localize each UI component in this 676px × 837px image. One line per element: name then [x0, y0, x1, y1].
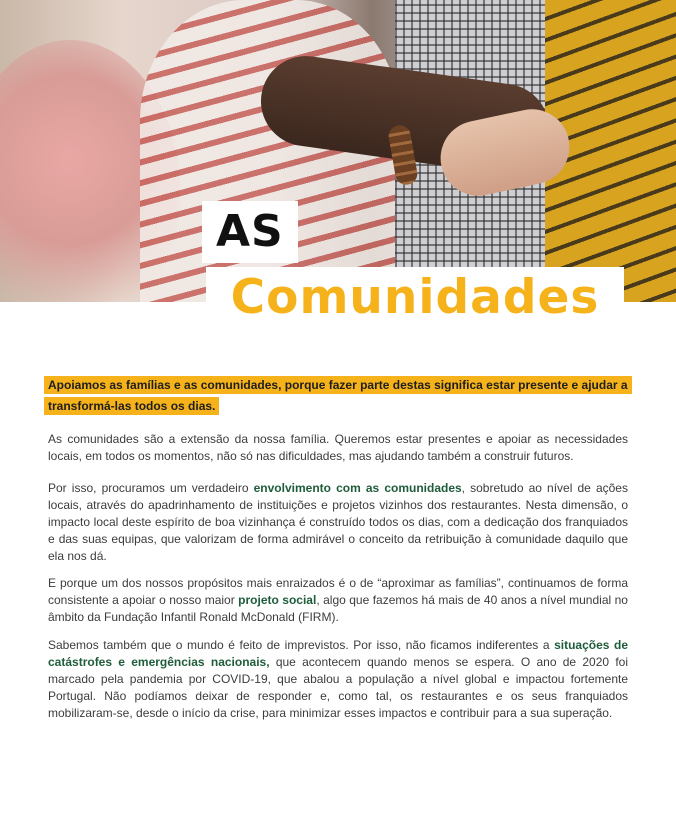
paragraph-4-text: Sabemos também que o mundo é feito de imprevistos. Por isso, não ficamos indiferentes a — [48, 638, 555, 652]
paragraph-4-text-cont: que acontecem quando menos se espera. O ano de 2020 foi marcado pela pandemia por COVID-19, que abalou a população a nível global e impactou fortemente Portugal. Não podíamos deixar de responder e, como tal, os restaurantes e os seus franquiados mobilizaram-se, desde o início da crise, para minimizar esses impactos e contribuir para a sua superação. — [48, 655, 628, 720]
title-line-2: Comunidades — [206, 267, 624, 329]
hero-photo — [0, 0, 676, 302]
paragraph-3-highlight: projeto social — [238, 593, 317, 607]
paragraph-4 — [48, 637, 628, 722]
paragraph-2 — [48, 480, 628, 565]
paragraph-3-text-cont: , algo que fazemos há mais de 40 anos a nível mundial no âmbito da Fundação Infantil Ronald McDonald (FIRM). — [48, 593, 628, 624]
paragraph-1: As comunidades são a extensão da nossa família. Queremos estar presentes e apoiar as necessidades locais, em todos os momentos, não só nas dificuldades, mas ajudando também a construir futuros. — [48, 432, 628, 463]
paragraph-2-highlight: envolvimento com as comunidades — [253, 481, 462, 495]
paragraph-4-highlight: situações de catástrofes e emergências nacionais, — [48, 638, 628, 669]
paragraph-2-text-cont: , sobretudo ao nível de ações locais, através do apadrinhamento de instituições e projetos vizinhos dos restaurantes. Nesta dimensão, o impacto local deste espírito de boa vizinhança é construído todos os dias, com a dedicação dos franquiados e das suas equipas, que valorizam de forma admirável o conceito da retribuição à comunidade daquilo que ela nos dá. — [48, 481, 628, 563]
lead-statement — [44, 375, 634, 417]
paragraph-2-text: Por isso, procuramos um verdadeiro — [48, 481, 254, 495]
title-line-1: AS — [202, 201, 298, 263]
paragraph-3 — [48, 575, 628, 626]
paragraph-3-text: E porque um dos nossos propósitos mais enraizados é o de “aproximar as famílias”, continuamos de forma consistente a apoiar o nosso maior — [48, 576, 628, 607]
lead-text: Apoiamos as famílias e as comunidades, porque fazer parte destas significa estar presente e ajudar a transformá-las todos os dias. — [44, 376, 632, 415]
